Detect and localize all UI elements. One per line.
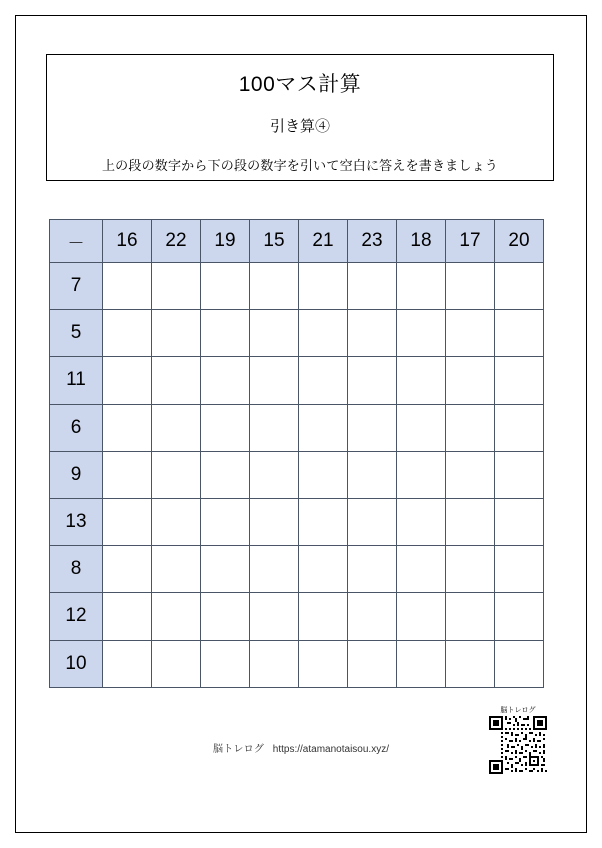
table-row <box>50 310 544 357</box>
table-row <box>50 451 544 498</box>
answer-cell[interactable] <box>495 640 544 687</box>
answer-cell[interactable] <box>103 451 152 498</box>
answer-cell[interactable] <box>397 640 446 687</box>
answer-cell[interactable] <box>299 451 348 498</box>
answer-cell[interactable] <box>152 451 201 498</box>
answer-cell[interactable] <box>446 640 495 687</box>
answer-cell[interactable] <box>103 593 152 640</box>
answer-cell[interactable] <box>495 357 544 404</box>
answer-cell[interactable] <box>299 498 348 545</box>
answer-cell[interactable] <box>201 498 250 545</box>
answer-cell[interactable] <box>152 498 201 545</box>
answer-cell[interactable] <box>152 404 201 451</box>
column-header: 20 <box>495 220 544 263</box>
answer-cell[interactable] <box>250 357 299 404</box>
answer-cell[interactable] <box>446 593 495 640</box>
answer-cell[interactable] <box>250 593 299 640</box>
answer-cell[interactable] <box>250 498 299 545</box>
answer-cell[interactable] <box>299 593 348 640</box>
answer-cell[interactable] <box>152 263 201 310</box>
answer-cell[interactable] <box>495 451 544 498</box>
answer-cell[interactable] <box>103 640 152 687</box>
footer-url: https://atamanotaisou.xyz/ <box>272 744 389 755</box>
answer-cell[interactable] <box>250 310 299 357</box>
answer-cell[interactable] <box>495 498 544 545</box>
row-header: 11 <box>50 357 103 404</box>
answer-cell[interactable] <box>348 310 397 357</box>
answer-cell[interactable] <box>446 546 495 593</box>
answer-cell[interactable] <box>299 546 348 593</box>
footer-site-name: 脳トレログ <box>213 744 265 755</box>
answer-cell[interactable] <box>103 546 152 593</box>
row-header: 8 <box>50 546 103 593</box>
row-header: 7 <box>50 263 103 310</box>
answer-cell[interactable] <box>103 263 152 310</box>
answer-cell[interactable] <box>201 546 250 593</box>
answer-cell[interactable] <box>446 451 495 498</box>
answer-cell[interactable] <box>348 451 397 498</box>
row-header: 13 <box>50 498 103 545</box>
answer-cell[interactable] <box>397 451 446 498</box>
table-row <box>50 593 544 640</box>
answer-cell[interactable] <box>299 357 348 404</box>
operator-cell: － <box>50 220 103 263</box>
column-header: 21 <box>299 220 348 263</box>
answer-cell[interactable] <box>152 640 201 687</box>
answer-cell[interactable] <box>201 263 250 310</box>
row-header: 10 <box>50 640 103 687</box>
table-row <box>50 357 544 404</box>
answer-cell[interactable] <box>397 593 446 640</box>
column-header: 19 <box>201 220 250 263</box>
answer-cell[interactable] <box>495 310 544 357</box>
column-header: 15 <box>250 220 299 263</box>
answer-cell[interactable] <box>397 263 446 310</box>
qr-code-label: 脳トレログ <box>500 707 536 714</box>
answer-cell[interactable] <box>397 498 446 545</box>
calculation-grid <box>49 219 544 688</box>
answer-cell[interactable] <box>397 357 446 404</box>
answer-cell[interactable] <box>446 498 495 545</box>
answer-cell[interactable] <box>397 546 446 593</box>
column-header: 23 <box>348 220 397 263</box>
answer-cell[interactable] <box>250 263 299 310</box>
title-box <box>46 54 554 181</box>
answer-cell[interactable] <box>348 263 397 310</box>
column-header: 16 <box>103 220 152 263</box>
answer-cell[interactable] <box>103 404 152 451</box>
column-header: 18 <box>397 220 446 263</box>
answer-cell[interactable] <box>495 546 544 593</box>
answer-cell[interactable] <box>348 546 397 593</box>
qr-code-icon <box>489 716 547 774</box>
answer-cell[interactable] <box>152 310 201 357</box>
answer-cell[interactable] <box>495 404 544 451</box>
page-subtitle: 引き算④ <box>269 118 330 135</box>
answer-cell[interactable] <box>250 546 299 593</box>
table-row <box>50 498 544 545</box>
table-row <box>50 546 544 593</box>
answer-cell[interactable] <box>446 310 495 357</box>
row-header: 5 <box>50 310 103 357</box>
answer-cell[interactable] <box>495 593 544 640</box>
answer-cell[interactable] <box>201 404 250 451</box>
answer-cell[interactable] <box>299 263 348 310</box>
answer-cell[interactable] <box>397 404 446 451</box>
column-header: 17 <box>446 220 495 263</box>
table-row <box>50 404 544 451</box>
answer-cell[interactable] <box>446 404 495 451</box>
answer-cell[interactable] <box>152 546 201 593</box>
table-row <box>50 640 544 687</box>
answer-cell[interactable] <box>348 404 397 451</box>
answer-cell[interactable] <box>201 640 250 687</box>
table-row <box>50 263 544 310</box>
answer-cell[interactable] <box>152 357 201 404</box>
qr-code-block <box>487 707 549 774</box>
answer-cell[interactable] <box>103 498 152 545</box>
answer-cell[interactable] <box>250 451 299 498</box>
page-title: 100マス計算 <box>238 73 362 96</box>
row-header: 9 <box>50 451 103 498</box>
answer-cell[interactable] <box>250 404 299 451</box>
answer-cell[interactable] <box>348 357 397 404</box>
answer-cell[interactable] <box>446 357 495 404</box>
row-header: 12 <box>50 593 103 640</box>
answer-cell[interactable] <box>250 640 299 687</box>
instructions-text: 上の段の数字から下の段の数字を引いて空白に答えを書きましょう <box>101 158 498 173</box>
grid-header-row <box>50 220 544 263</box>
answer-cell[interactable] <box>446 263 495 310</box>
answer-cell[interactable] <box>348 498 397 545</box>
answer-cell[interactable] <box>299 640 348 687</box>
column-header: 22 <box>152 220 201 263</box>
answer-cell[interactable] <box>299 404 348 451</box>
answer-cell[interactable] <box>495 263 544 310</box>
answer-cell[interactable] <box>103 357 152 404</box>
answer-cell[interactable] <box>201 310 250 357</box>
answer-cell[interactable] <box>201 451 250 498</box>
row-header: 6 <box>50 404 103 451</box>
answer-cell[interactable] <box>299 310 348 357</box>
answer-cell[interactable] <box>348 593 397 640</box>
answer-cell[interactable] <box>201 593 250 640</box>
answer-cell[interactable] <box>103 310 152 357</box>
answer-cell[interactable] <box>152 593 201 640</box>
answer-cell[interactable] <box>201 357 250 404</box>
answer-cell[interactable] <box>348 640 397 687</box>
answer-cell[interactable] <box>397 310 446 357</box>
